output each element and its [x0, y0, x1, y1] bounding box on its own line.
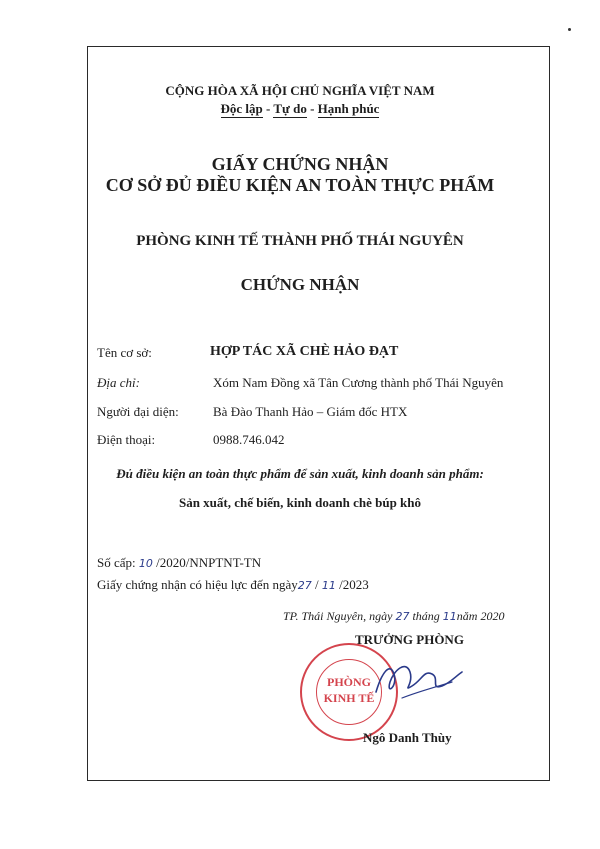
place-date-day: 27 — [395, 610, 410, 623]
certificate-title-line2: CƠ SỞ ĐỦ ĐIỀU KIỆN AN TOÀN THỰC PHẨM — [105, 175, 495, 195]
validity-sep-1: / — [311, 577, 322, 592]
certificate-title-line1: GIẤY CHỨNG NHẬN — [211, 154, 389, 174]
motto-part-2: Tự do — [273, 101, 307, 116]
eligibility-statement: Đủ điều kiện an toàn thực phẩm để sản xuất, kinh doanh sản phẩm: — [116, 466, 484, 481]
national-motto — [0, 101, 600, 117]
representative-label: Người đại diện: — [97, 404, 179, 419]
certify-heading: CHỨNG NHẬN — [240, 275, 360, 294]
seal-text-line1: PHÒNG — [327, 675, 371, 689]
cert-no-handwritten: 10 — [138, 557, 153, 570]
motto-part-1: Độc lập — [220, 101, 263, 116]
validity-sep-2: /2023 — [335, 577, 369, 592]
validity-day: 27 — [297, 579, 312, 592]
place-date — [283, 609, 504, 624]
motto-sep-2: - — [306, 101, 318, 116]
validity-label: Giấy chứng nhận có hiệu lực đến ngày — [97, 577, 298, 592]
certificate-number — [97, 555, 261, 571]
phone-value: 0988.746.042 — [213, 432, 285, 447]
issuer-name: PHÒNG KINH TẾ THÀNH PHỐ THÁI NGUYÊN — [136, 233, 464, 249]
place-date-suffix: năm 2020 — [456, 609, 505, 623]
validity-line — [97, 577, 369, 593]
cert-no-label: Số cấp: — [97, 555, 139, 570]
scan-speck — [568, 28, 571, 31]
national-heading: CỘNG HÒA XÃ HỘI CHỦ NGHĨA VIỆT NAM — [165, 83, 435, 98]
phone-label: Điện thoại: — [97, 432, 156, 447]
cert-no-suffix: /2020/NNPTNT-TN — [152, 555, 262, 570]
place-date-prefix: TP. Thái Nguyên, ngày — [283, 609, 396, 623]
signer-role: TRƯỞNG PHÒNG — [355, 632, 464, 647]
signature — [372, 652, 467, 712]
name-value: HỢP TÁC XÃ CHÈ HẢO ĐẠT — [210, 344, 399, 359]
name-label: Tên cơ sở: — [97, 345, 152, 360]
address-value: Xóm Nam Đồng xã Tân Cương thành phố Thái Nguyên — [213, 375, 504, 390]
motto-part-3: Hạnh phúc — [317, 101, 380, 116]
seal-text-line2: KINH TẾ — [323, 691, 375, 705]
validity-month: 11 — [321, 579, 336, 592]
motto-sep-1: - — [262, 101, 274, 116]
address-label: Địa chỉ: — [97, 375, 140, 390]
place-date-middle: tháng — [409, 609, 443, 623]
product-scope: Sản xuất, chế biến, kinh doanh chè búp khô — [178, 495, 422, 510]
signer-name: Ngô Danh Thùy — [363, 730, 452, 745]
place-date-month: 11 — [442, 610, 457, 623]
representative-value: Bà Đào Thanh Hảo – Giám đốc HTX — [213, 404, 408, 419]
